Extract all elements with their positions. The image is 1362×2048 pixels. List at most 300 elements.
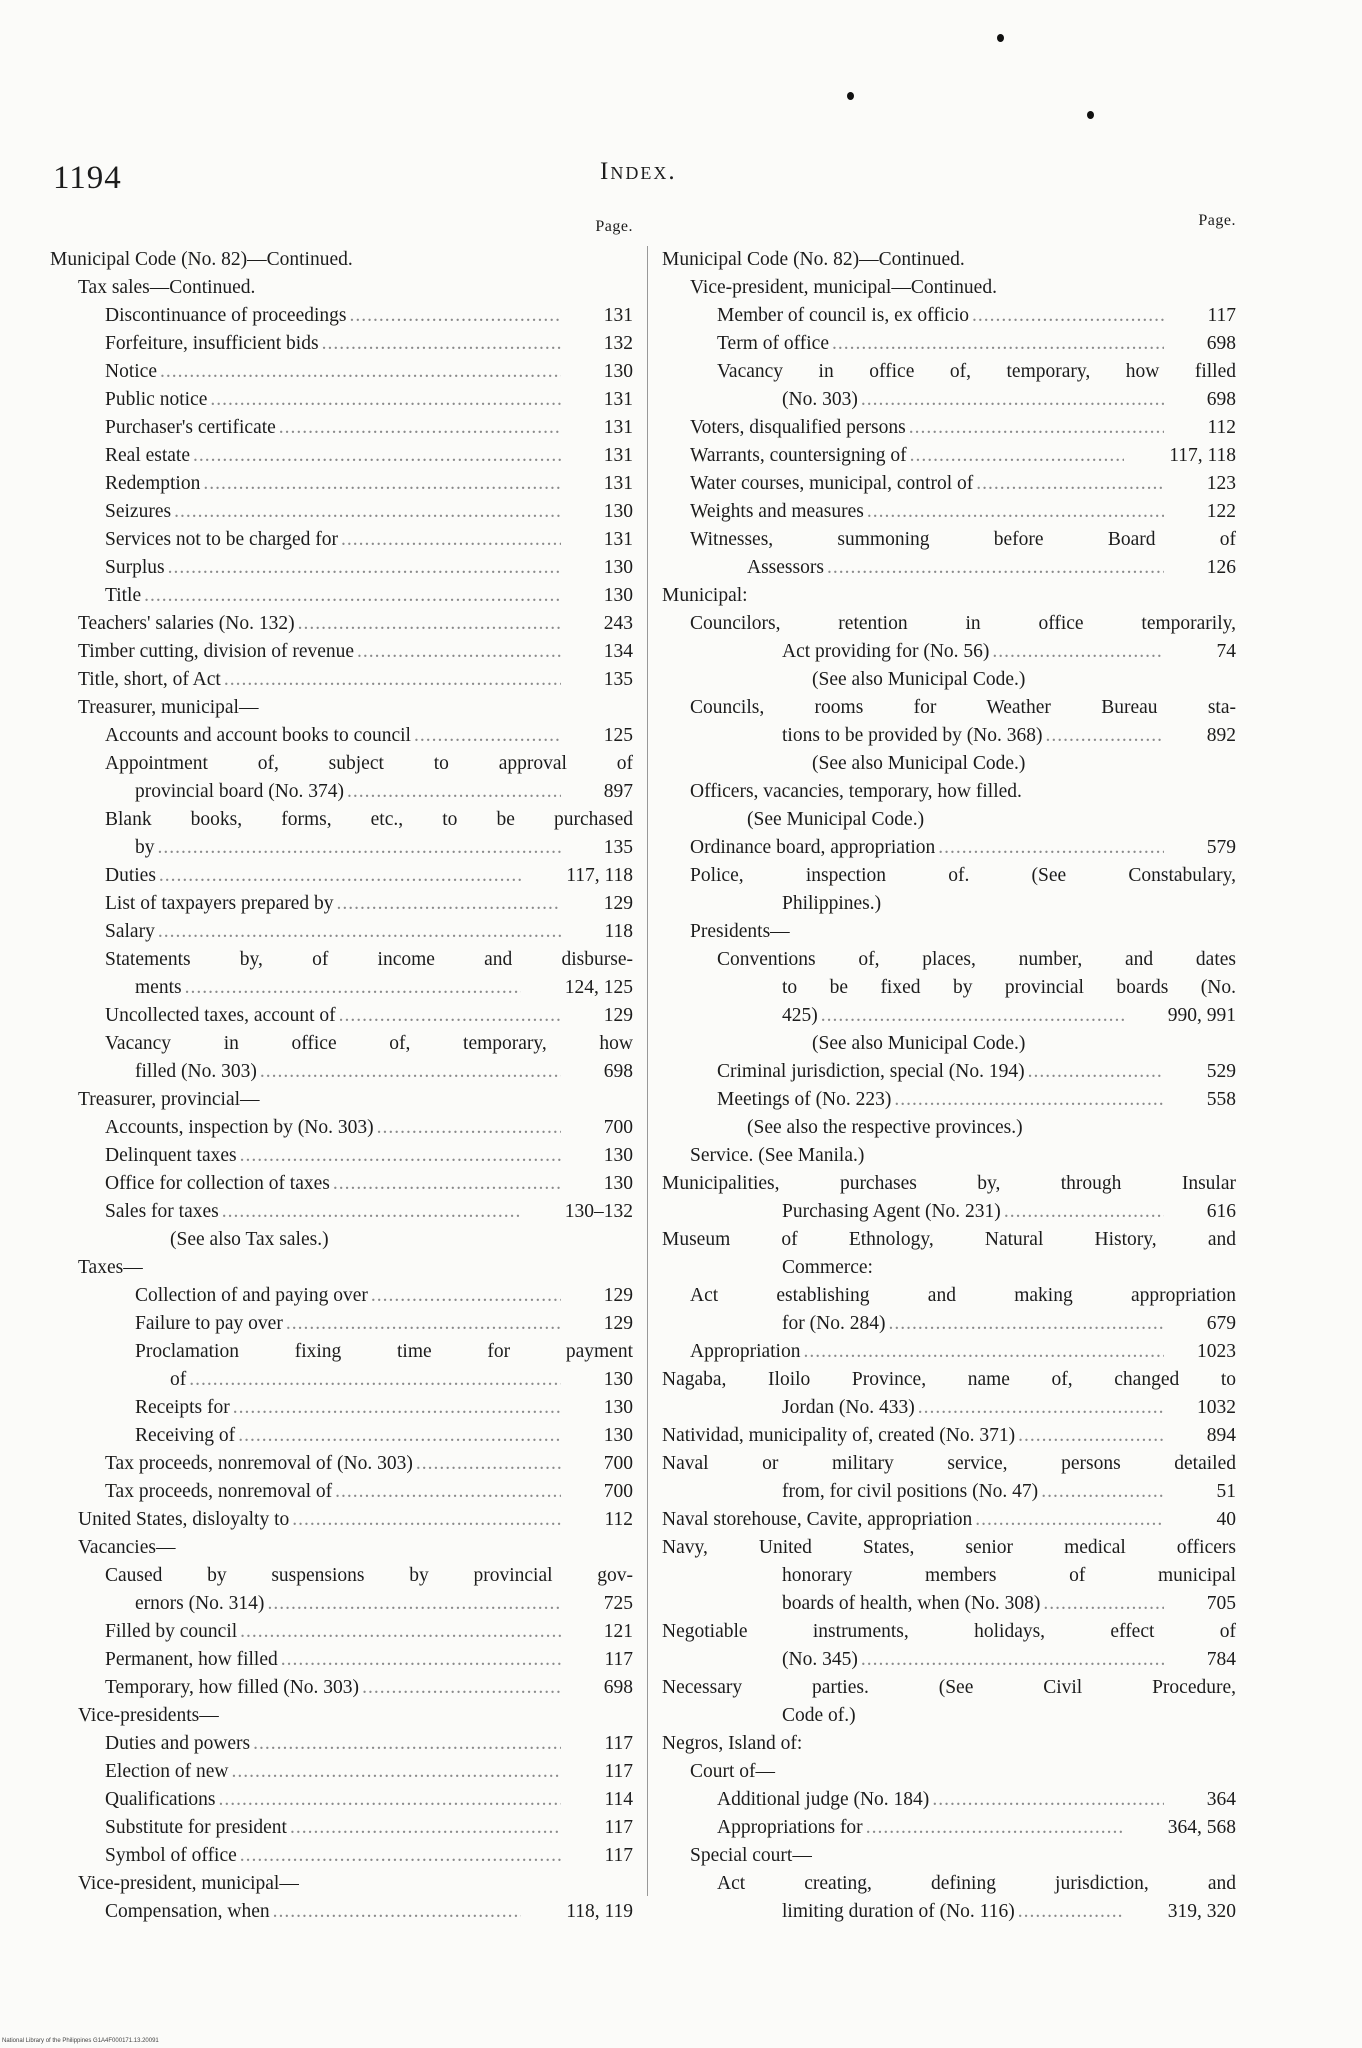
- entry-page-number: 131: [603, 389, 633, 410]
- entry-text: List of taxpayers prepared by .....: [105, 890, 561, 918]
- entry-text: Failure to pay over .....: [135, 1310, 561, 1338]
- index-entry: [50, 1758, 633, 1786]
- entry-text: Tax proceeds, nonremoval of .....: [105, 1478, 561, 1506]
- entry-text: Councils, rooms for Weather Bureau sta-: [690, 697, 1236, 718]
- index-entry: [662, 1702, 1236, 1730]
- print-speck: [997, 34, 1004, 42]
- index-entry: [662, 554, 1236, 582]
- index-entry: [662, 1394, 1236, 1422]
- index-entry: [50, 694, 633, 722]
- index-entry: [662, 1170, 1236, 1198]
- entry-page-number: 74: [1216, 641, 1236, 662]
- entry-page-number: 892: [1206, 725, 1236, 746]
- entry-text: (See also Municipal Code.): [812, 669, 1026, 690]
- entry-page-number: 698: [603, 1677, 633, 1698]
- entry-page-number: 698: [1206, 389, 1236, 410]
- entry-text: Purchasing Agent (No. 231) .....: [782, 1198, 1164, 1226]
- index-entry: [50, 778, 633, 806]
- index-entry: [50, 1086, 633, 1114]
- entry-text: Water courses, municipal, control of .....: [690, 470, 1164, 498]
- entry-page-number: 117, 118: [1169, 445, 1236, 466]
- index-entry: [50, 1562, 633, 1590]
- entry-text: Duties .....: [105, 862, 521, 890]
- index-entry: [662, 610, 1236, 638]
- entry-text: Receipts for .....: [135, 1394, 561, 1422]
- index-entry: [50, 862, 633, 890]
- entry-page-number: 698: [603, 1061, 633, 1082]
- index-entry: [662, 442, 1236, 470]
- index-entry: [50, 638, 633, 666]
- entry-page-number: 131: [603, 473, 633, 494]
- entry-text: Negotiable instruments, holidays, effect of: [662, 1621, 1236, 1642]
- column-divider: [647, 246, 648, 1896]
- entry-page-number: 112: [1207, 417, 1236, 438]
- entry-text: boards of health, when (No. 308) .....: [782, 1590, 1164, 1618]
- entry-text: limiting duration of (No. 116) .....: [782, 1898, 1124, 1926]
- entry-text: Philippines.): [782, 893, 882, 914]
- index-entry: [662, 918, 1236, 946]
- index-entry: [662, 1142, 1236, 1170]
- index-entry: [662, 666, 1236, 694]
- index-entry: [50, 1506, 633, 1534]
- entry-page-number: 1032: [1197, 1397, 1236, 1418]
- entry-page-number: 131: [603, 445, 633, 466]
- entry-page-number: 130–132: [564, 1201, 633, 1222]
- entry-text: to be fixed by provincial boards (No.: [782, 977, 1236, 998]
- entry-text: Member of council is, ex officio .....: [717, 302, 1164, 330]
- entry-page-number: 725: [603, 1593, 633, 1614]
- index-entry: [50, 582, 633, 610]
- entry-text: Weights and measures .....: [690, 498, 1164, 526]
- entry-text: Police, inspection of. (See Constabulary,: [690, 865, 1236, 886]
- running-title: [600, 158, 677, 186]
- index-entry: [662, 1814, 1236, 1842]
- index-entry: [50, 1226, 633, 1254]
- index-entry: [50, 1478, 633, 1506]
- entry-text: Museum of Ethnology, Natural History, and: [662, 1229, 1236, 1250]
- index-entry: [50, 1618, 633, 1646]
- print-speck: [847, 92, 854, 100]
- entry-page-number: 135: [603, 669, 633, 690]
- index-entry: [662, 1842, 1236, 1870]
- entry-text: Accounts, inspection by (No. 303) .....: [105, 1114, 561, 1142]
- entry-text: from, for civil positions (No. 47) .....: [782, 1478, 1164, 1506]
- index-entry: [50, 358, 633, 386]
- index-entry: [50, 1310, 633, 1338]
- index-entry: [50, 1730, 633, 1758]
- index-entry: [662, 1450, 1236, 1478]
- entry-page-number: 117: [604, 1733, 633, 1754]
- index-entry: [662, 1506, 1236, 1534]
- index-entry: [50, 274, 633, 302]
- entry-page-number: 117: [604, 1649, 633, 1670]
- entry-text: ernors (No. 314) .....: [135, 1590, 561, 1618]
- entry-text: Vice-presidents—: [78, 1705, 219, 1726]
- entry-text: Assessors .....: [747, 554, 1164, 582]
- index-entry: [662, 330, 1236, 358]
- entry-page-number: 131: [603, 417, 633, 438]
- entry-text: (See also Municipal Code.): [812, 753, 1026, 774]
- index-entry: [50, 1030, 633, 1058]
- entry-page-number: 705: [1206, 1593, 1236, 1614]
- entry-text: Accounts and account books to council .....: [105, 722, 561, 750]
- entry-text: Municipal:: [662, 585, 748, 606]
- entry-page-number: 112: [604, 1509, 633, 1530]
- entry-page-number: 897: [603, 781, 633, 802]
- entry-text: Receiving of .....: [135, 1422, 561, 1450]
- index-entry: [50, 1170, 633, 1198]
- entry-page-number: 114: [604, 1789, 633, 1810]
- entry-text: United States, disloyalty to .....: [78, 1506, 561, 1534]
- entry-text: Office for collection of taxes .....: [105, 1170, 561, 1198]
- index-entry: [50, 498, 633, 526]
- entry-text: (See also Municipal Code.): [812, 1033, 1026, 1054]
- entry-text: Taxes—: [78, 1257, 143, 1278]
- entry-text: Services not to be charged for .....: [105, 526, 561, 554]
- index-entry: [662, 1310, 1236, 1338]
- index-entry: [50, 806, 633, 834]
- entry-text: Voters, disqualified persons .....: [690, 414, 1164, 442]
- index-entry: [662, 582, 1236, 610]
- page-column-label: Page.: [595, 218, 633, 235]
- index-entry: [50, 1142, 633, 1170]
- index-entry: [50, 666, 633, 694]
- entry-text: Term of office .....: [717, 330, 1164, 358]
- index-entry: [50, 1058, 633, 1086]
- index-entry: [662, 1758, 1236, 1786]
- index-entry: [662, 1338, 1236, 1366]
- entry-page-number: 118, 119: [566, 1901, 633, 1922]
- index-entry: [50, 330, 633, 358]
- entry-page-number: 51: [1216, 1481, 1236, 1502]
- index-entry: [662, 862, 1236, 890]
- entry-text: Duties and powers .....: [105, 1730, 561, 1758]
- index-entry: [50, 890, 633, 918]
- entry-text: Councilors, retention in office temporarily,: [690, 613, 1236, 634]
- entry-page-number: 135: [603, 837, 633, 858]
- entry-page-number: 117: [604, 1761, 633, 1782]
- index-entry: [50, 470, 633, 498]
- index-entry: [662, 1114, 1236, 1142]
- index-entry: [662, 1002, 1236, 1030]
- index-entry: [50, 1898, 633, 1926]
- entry-text: Appointment of, subject to approval of: [105, 753, 633, 774]
- entry-page-number: 130: [603, 557, 633, 578]
- index-entry: [50, 834, 633, 862]
- entry-page-number: 130: [603, 501, 633, 522]
- entry-page-number: 129: [603, 1005, 633, 1026]
- entry-text: Redemption .....: [105, 470, 561, 498]
- entry-text: Uncollected taxes, account of .....: [105, 1002, 561, 1030]
- entry-text: Blank books, forms, etc., to be purchased: [105, 809, 633, 830]
- entry-text: Vacancies—: [78, 1537, 176, 1558]
- entry-page-number: 117: [604, 1845, 633, 1866]
- entry-text: Appropriation .....: [690, 1338, 1164, 1366]
- index-entry: [662, 1730, 1236, 1758]
- entry-text: Vice-president, municipal—Continued.: [690, 277, 997, 298]
- index-entry: [662, 1058, 1236, 1086]
- index-entry: [50, 1814, 633, 1842]
- index-entry: [50, 1282, 633, 1310]
- entry-text: (See also the respective provinces.): [747, 1117, 1023, 1138]
- index-entry: [662, 1534, 1236, 1562]
- entry-text: Caused by suspensions by provincial gov-: [105, 1565, 633, 1586]
- entry-text: Officers, vacancies, temporary, how filled.: [690, 781, 1022, 802]
- entry-text: Act establishing and making appropriation: [690, 1285, 1236, 1306]
- entry-page-number: 130: [603, 1425, 633, 1446]
- index-entry: [50, 1338, 633, 1366]
- entry-text: Conventions of, places, number, and dates: [717, 949, 1236, 970]
- index-entry: [662, 526, 1236, 554]
- entry-text: Appropriations for .....: [717, 1814, 1124, 1842]
- page-column-label: Page.: [1198, 212, 1236, 229]
- entry-text: Meetings of (No. 223) .....: [717, 1086, 1164, 1114]
- entry-page-number: 117: [604, 1817, 633, 1838]
- index-entry: [50, 946, 633, 974]
- entry-page-number: 126: [1206, 557, 1236, 578]
- entry-page-number: 122: [1206, 501, 1236, 522]
- entry-text: Title .....: [105, 582, 561, 610]
- index-entry: [662, 1422, 1236, 1450]
- entry-text: Compensation, when .....: [105, 1898, 521, 1926]
- index-entry: [662, 722, 1236, 750]
- entry-text: Surplus .....: [105, 554, 561, 582]
- index-entry: [50, 526, 633, 554]
- index-entry: [662, 1478, 1236, 1506]
- index-entry: [662, 750, 1236, 778]
- entry-page-number: 40: [1216, 1509, 1236, 1530]
- entry-text: Treasurer, provincial—: [78, 1089, 260, 1110]
- index-entry: [50, 1366, 633, 1394]
- entry-page-number: 700: [603, 1481, 633, 1502]
- index-entry: [50, 246, 633, 274]
- entry-page-number: 131: [603, 529, 633, 550]
- entry-page-number: 700: [603, 1453, 633, 1474]
- index-entry: [662, 386, 1236, 414]
- index-entry: [50, 1674, 633, 1702]
- entry-page-number: 700: [603, 1117, 633, 1138]
- index-entry: [662, 694, 1236, 722]
- index-entry: [50, 1534, 633, 1562]
- entry-text: (No. 303) .....: [782, 386, 1164, 414]
- index-entry: [662, 1254, 1236, 1282]
- index-entry: [50, 442, 633, 470]
- entry-page-number: 130: [603, 585, 633, 606]
- entry-text: Necessary parties. (See Civil Procedure,: [662, 1677, 1236, 1698]
- entry-text: provincial board (No. 374) .....: [135, 778, 561, 806]
- entry-text: Collection of and paying over .....: [135, 1282, 561, 1310]
- index-entry: [662, 1590, 1236, 1618]
- entry-page-number: 130: [603, 1173, 633, 1194]
- index-entry: [50, 1394, 633, 1422]
- entry-page-number: 894: [1206, 1425, 1236, 1446]
- entry-page-number: 130: [603, 361, 633, 382]
- entry-text: Public notice .....: [105, 386, 561, 414]
- index-entry: [662, 1618, 1236, 1646]
- entry-page-number: 364, 568: [1167, 1817, 1236, 1838]
- index-entry: [662, 246, 1236, 274]
- index-entry: [50, 722, 633, 750]
- index-entry: [662, 1898, 1236, 1926]
- index-entry: [50, 554, 633, 582]
- entry-text: (No. 345) .....: [782, 1646, 1164, 1674]
- index-entry: [662, 1282, 1236, 1310]
- entry-text: Witnesses, summoning before Board of: [690, 529, 1236, 550]
- index-entry: [50, 918, 633, 946]
- index-entry: [662, 1646, 1236, 1674]
- entry-text: Jordan (No. 433) .....: [782, 1394, 1164, 1422]
- entry-page-number: 130: [603, 1397, 633, 1418]
- entry-text: Negros, Island of:: [662, 1733, 803, 1754]
- entry-text: Special court—: [690, 1845, 812, 1866]
- entry-page-number: 123: [1206, 473, 1236, 494]
- index-entry: [662, 470, 1236, 498]
- index-entry: [662, 302, 1236, 330]
- index-entry: [50, 386, 633, 414]
- index-entry: [662, 974, 1236, 1002]
- entry-text: Naval storehouse, Cavite, appropriation .....: [662, 1506, 1164, 1534]
- index-entry: [662, 946, 1236, 974]
- entry-page-number: 579: [1206, 837, 1236, 858]
- entry-page-number: 616: [1206, 1201, 1236, 1222]
- entry-page-number: 130: [603, 1369, 633, 1390]
- entry-text: Criminal jurisdiction, special (No. 194) .....: [717, 1058, 1164, 1086]
- index-entry: [662, 890, 1236, 918]
- entry-page-number: 117, 118: [566, 865, 633, 886]
- entry-text: Ordinance board, appropriation .....: [690, 834, 1164, 862]
- page-number: 1194: [53, 160, 122, 196]
- entry-text: Salary .....: [105, 918, 561, 946]
- entry-text: Permanent, how filled .....: [105, 1646, 561, 1674]
- index-entry: [662, 1226, 1236, 1254]
- entry-page-number: 529: [1206, 1061, 1236, 1082]
- entry-page-number: 243: [603, 613, 633, 634]
- entry-text: Election of new .....: [105, 1758, 561, 1786]
- entry-text: ments .....: [135, 974, 521, 1002]
- entry-page-number: 117: [1207, 305, 1236, 326]
- entry-text: Tax sales—Continued.: [78, 277, 256, 298]
- entry-text: Vacancy in office of, temporary, how filled: [717, 361, 1236, 382]
- index-entry: [50, 1450, 633, 1478]
- archive-stamp: National Library of the Philippines G1A4F000171.13.20091: [2, 2038, 159, 2044]
- entry-page-number: 130: [603, 1145, 633, 1166]
- running-title-text: Index.: [600, 158, 677, 185]
- entry-text: Teachers' salaries (No. 132) .....: [78, 610, 561, 638]
- entry-text: Service. (See Manila.): [690, 1145, 865, 1166]
- entry-text: Warrants, countersigning of .....: [690, 442, 1124, 470]
- index-entry: [662, 1030, 1236, 1058]
- index-entry: [50, 974, 633, 1002]
- entry-text: Qualifications .....: [105, 1786, 561, 1814]
- entry-page-number: 131: [603, 305, 633, 326]
- entry-page-number: 121: [603, 1621, 633, 1642]
- entry-text: Nagaba, Iloilo Province, name of, changed to: [662, 1369, 1236, 1390]
- entry-text: Proclamation fixing time for payment: [135, 1341, 633, 1362]
- index-entry: [50, 1842, 633, 1870]
- index-entry: [662, 778, 1236, 806]
- entry-page-number: 698: [1206, 333, 1236, 354]
- entry-page-number: 364: [1206, 1789, 1236, 1810]
- index-entry: [50, 750, 633, 778]
- entry-text: for (No. 284) .....: [782, 1310, 1164, 1338]
- index-entry: [50, 1422, 633, 1450]
- entry-text: Filled by council .....: [105, 1618, 561, 1646]
- entry-text: by .....: [135, 834, 561, 862]
- entry-text: Naval or military service, persons detailed: [662, 1453, 1236, 1474]
- entry-page-number: 118: [604, 921, 633, 942]
- index-entry: [662, 1674, 1236, 1702]
- index-entry: [662, 274, 1236, 302]
- index-entry: [662, 1198, 1236, 1226]
- entry-text: Municipal Code (No. 82)—Continued.: [662, 249, 965, 270]
- index-entry: [50, 1114, 633, 1142]
- index-entry: [662, 358, 1236, 386]
- entry-text: Treasurer, municipal—: [78, 697, 259, 718]
- entry-text: Court of—: [690, 1761, 776, 1782]
- index-entry: [50, 610, 633, 638]
- entry-text: Title, short, of Act .....: [78, 666, 561, 694]
- index-entry: [50, 302, 633, 330]
- entry-text: Statements by, of income and disburse-: [105, 949, 633, 970]
- entry-text: Timber cutting, division of revenue .....: [78, 638, 561, 666]
- entry-text: honorary members of municipal: [782, 1565, 1236, 1586]
- index-entry: [662, 414, 1236, 442]
- entry-page-number: 129: [603, 1285, 633, 1306]
- index-entry: [662, 638, 1236, 666]
- entry-text: Navy, United States, senior medical officers: [662, 1537, 1236, 1558]
- entry-text: Act creating, defining jurisdiction, and: [717, 1873, 1236, 1894]
- entry-text: Act providing for (No. 56) .....: [782, 638, 1164, 666]
- entry-text: Forfeiture, insufficient bids .....: [105, 330, 561, 358]
- entry-text: Substitute for president .....: [105, 1814, 561, 1842]
- entry-text: of .....: [170, 1366, 561, 1394]
- entry-text: Notice .....: [105, 358, 561, 386]
- index-entry: [662, 834, 1236, 862]
- print-speck: [1087, 111, 1094, 119]
- index-entry: [50, 1198, 633, 1226]
- entry-text: Seizures .....: [105, 498, 561, 526]
- entry-text: filled (No. 303) .....: [135, 1058, 561, 1086]
- entry-text: Commerce:: [782, 1257, 873, 1278]
- entry-text: Discontinuance of proceedings .....: [105, 302, 561, 330]
- index-entry: [50, 1786, 633, 1814]
- index-entry: [662, 806, 1236, 834]
- entry-text: Delinquent taxes .....: [105, 1142, 561, 1170]
- entry-page-number: 990, 991: [1167, 1005, 1236, 1026]
- entry-text: Temporary, how filled (No. 303) .....: [105, 1674, 561, 1702]
- index-entry: [662, 1562, 1236, 1590]
- entry-page-number: 319, 320: [1167, 1901, 1236, 1922]
- index-entry: [662, 1086, 1236, 1114]
- entry-page-number: 134: [603, 641, 633, 662]
- entry-text: Symbol of office .....: [105, 1842, 561, 1870]
- entry-page-number: 124, 125: [564, 977, 633, 998]
- entry-page-number: 129: [603, 893, 633, 914]
- entry-page-number: 558: [1206, 1089, 1236, 1110]
- entry-text: Purchaser's certificate .....: [105, 414, 561, 442]
- entry-text: Presidents—: [690, 921, 790, 942]
- index-entry: [50, 1590, 633, 1618]
- index-entry: [50, 1702, 633, 1730]
- entry-text: (See Municipal Code.): [747, 809, 925, 830]
- entry-page-number: 679: [1206, 1313, 1236, 1334]
- index-entry: [50, 414, 633, 442]
- index-entry: [662, 1870, 1236, 1898]
- entry-text: tions to be provided by (No. 368) .....: [782, 722, 1164, 750]
- index-entry: [50, 1002, 633, 1030]
- index-entry: [50, 1254, 633, 1282]
- entry-text: Real estate .....: [105, 442, 561, 470]
